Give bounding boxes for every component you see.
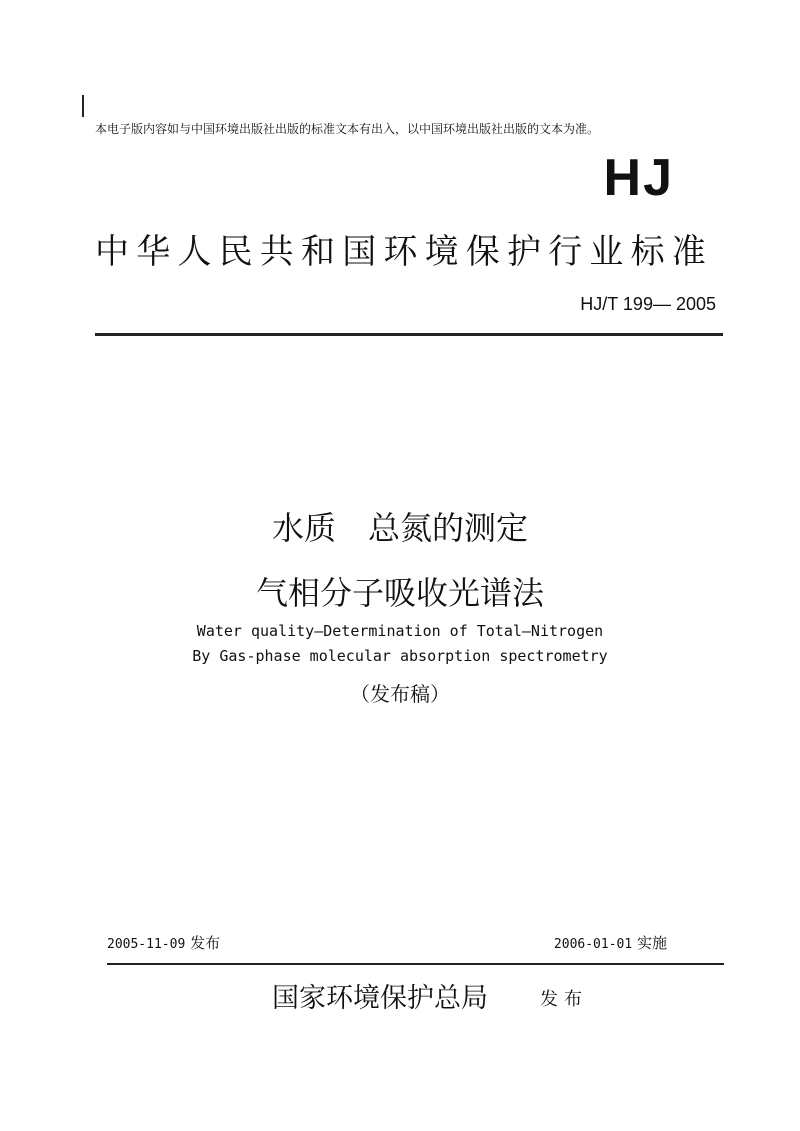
issue-label: 发布 bbox=[190, 934, 221, 952]
issuer-action: 发布 bbox=[540, 989, 588, 1010]
top-divider bbox=[95, 333, 723, 336]
implement-label: 实施 bbox=[636, 934, 667, 952]
hj-logo: HJ bbox=[603, 149, 674, 207]
standard-type-title: 中华人民共和国环境保护行业标准 bbox=[95, 232, 713, 272]
document-title-cn-line1: 水质 总氮的测定 bbox=[271, 509, 528, 547]
document-title-en-line1: Water quality—Determination of Total—Nitrogen bbox=[196, 622, 604, 640]
document-title-cn-line2: 气相分子吸收光谱法 bbox=[255, 574, 544, 612]
issue-date: 2005-11-09 bbox=[107, 937, 186, 952]
draft-note: （发布稿） bbox=[350, 682, 450, 706]
margin-mark bbox=[82, 95, 84, 117]
document-title-en-line2: By Gas-phase molecular absorption spectrometry bbox=[192, 647, 608, 665]
standard-code: HJ/T 199— 2005 bbox=[580, 294, 716, 314]
disclaimer-text: 本电子版内容如与中国环境出版社出版的标准文本有出入，以中国环境出版社出版的文本为准。 bbox=[95, 122, 600, 136]
implement-date-line bbox=[554, 932, 667, 953]
implement-date: 2006-01-01 bbox=[553, 937, 633, 952]
bottom-divider bbox=[107, 963, 724, 965]
issuer-name: 国家环境保护总局 bbox=[272, 983, 488, 1014]
issue-date-line bbox=[107, 932, 220, 953]
